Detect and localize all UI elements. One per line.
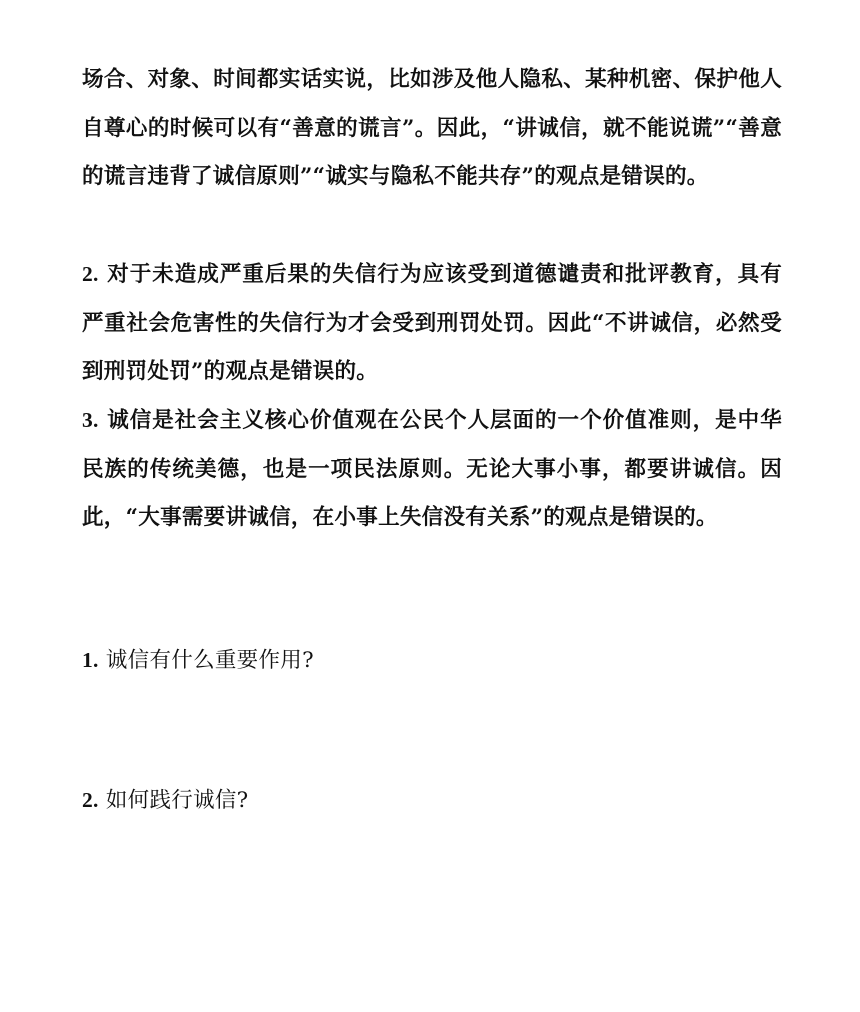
paragraph-text: 诚信是社会主义核心价值观在公民个人层面的一个价值准则，是中华民族的传统美德，也是一项民法原则。无论大事小事，都要讲诚信。因此，“大事需要讲诚信，在小事上失信没有关系”的观点是错误的。 <box>82 408 782 530</box>
paragraph-number: 3. <box>82 408 99 432</box>
question-1 <box>82 636 314 685</box>
paragraph-text: 场合、对象、时间都实话实说，比如涉及他人隐私、某种机密、保护他人自尊心的时候可以有“善意的谎言”。因此，“讲诚信，就不能说谎”“善意的谎言违背了诚信原则”“诚实与隐私不能共存”的观点是错误的。 <box>82 67 782 189</box>
paragraph-number: 2. <box>82 262 99 286</box>
question-text: 诚信有什么重要作用? <box>105 648 314 673</box>
answer-paragraph-2 <box>82 250 782 397</box>
question-number: 2. <box>82 788 99 812</box>
answer-paragraph-continued <box>82 56 782 202</box>
question-number: 1. <box>82 648 99 672</box>
answer-paragraph-3 <box>82 396 782 543</box>
question-text: 如何践行诚信? <box>105 788 249 813</box>
question-2 <box>82 776 249 825</box>
paragraph-text: 对于未造成严重后果的失信行为应该受到道德谴责和批评教育，具有严重社会危害性的失信行为才会受到刑罚处罚。因此“不讲诚信，必然受到刑罚处罚”的观点是错误的。 <box>82 262 782 384</box>
